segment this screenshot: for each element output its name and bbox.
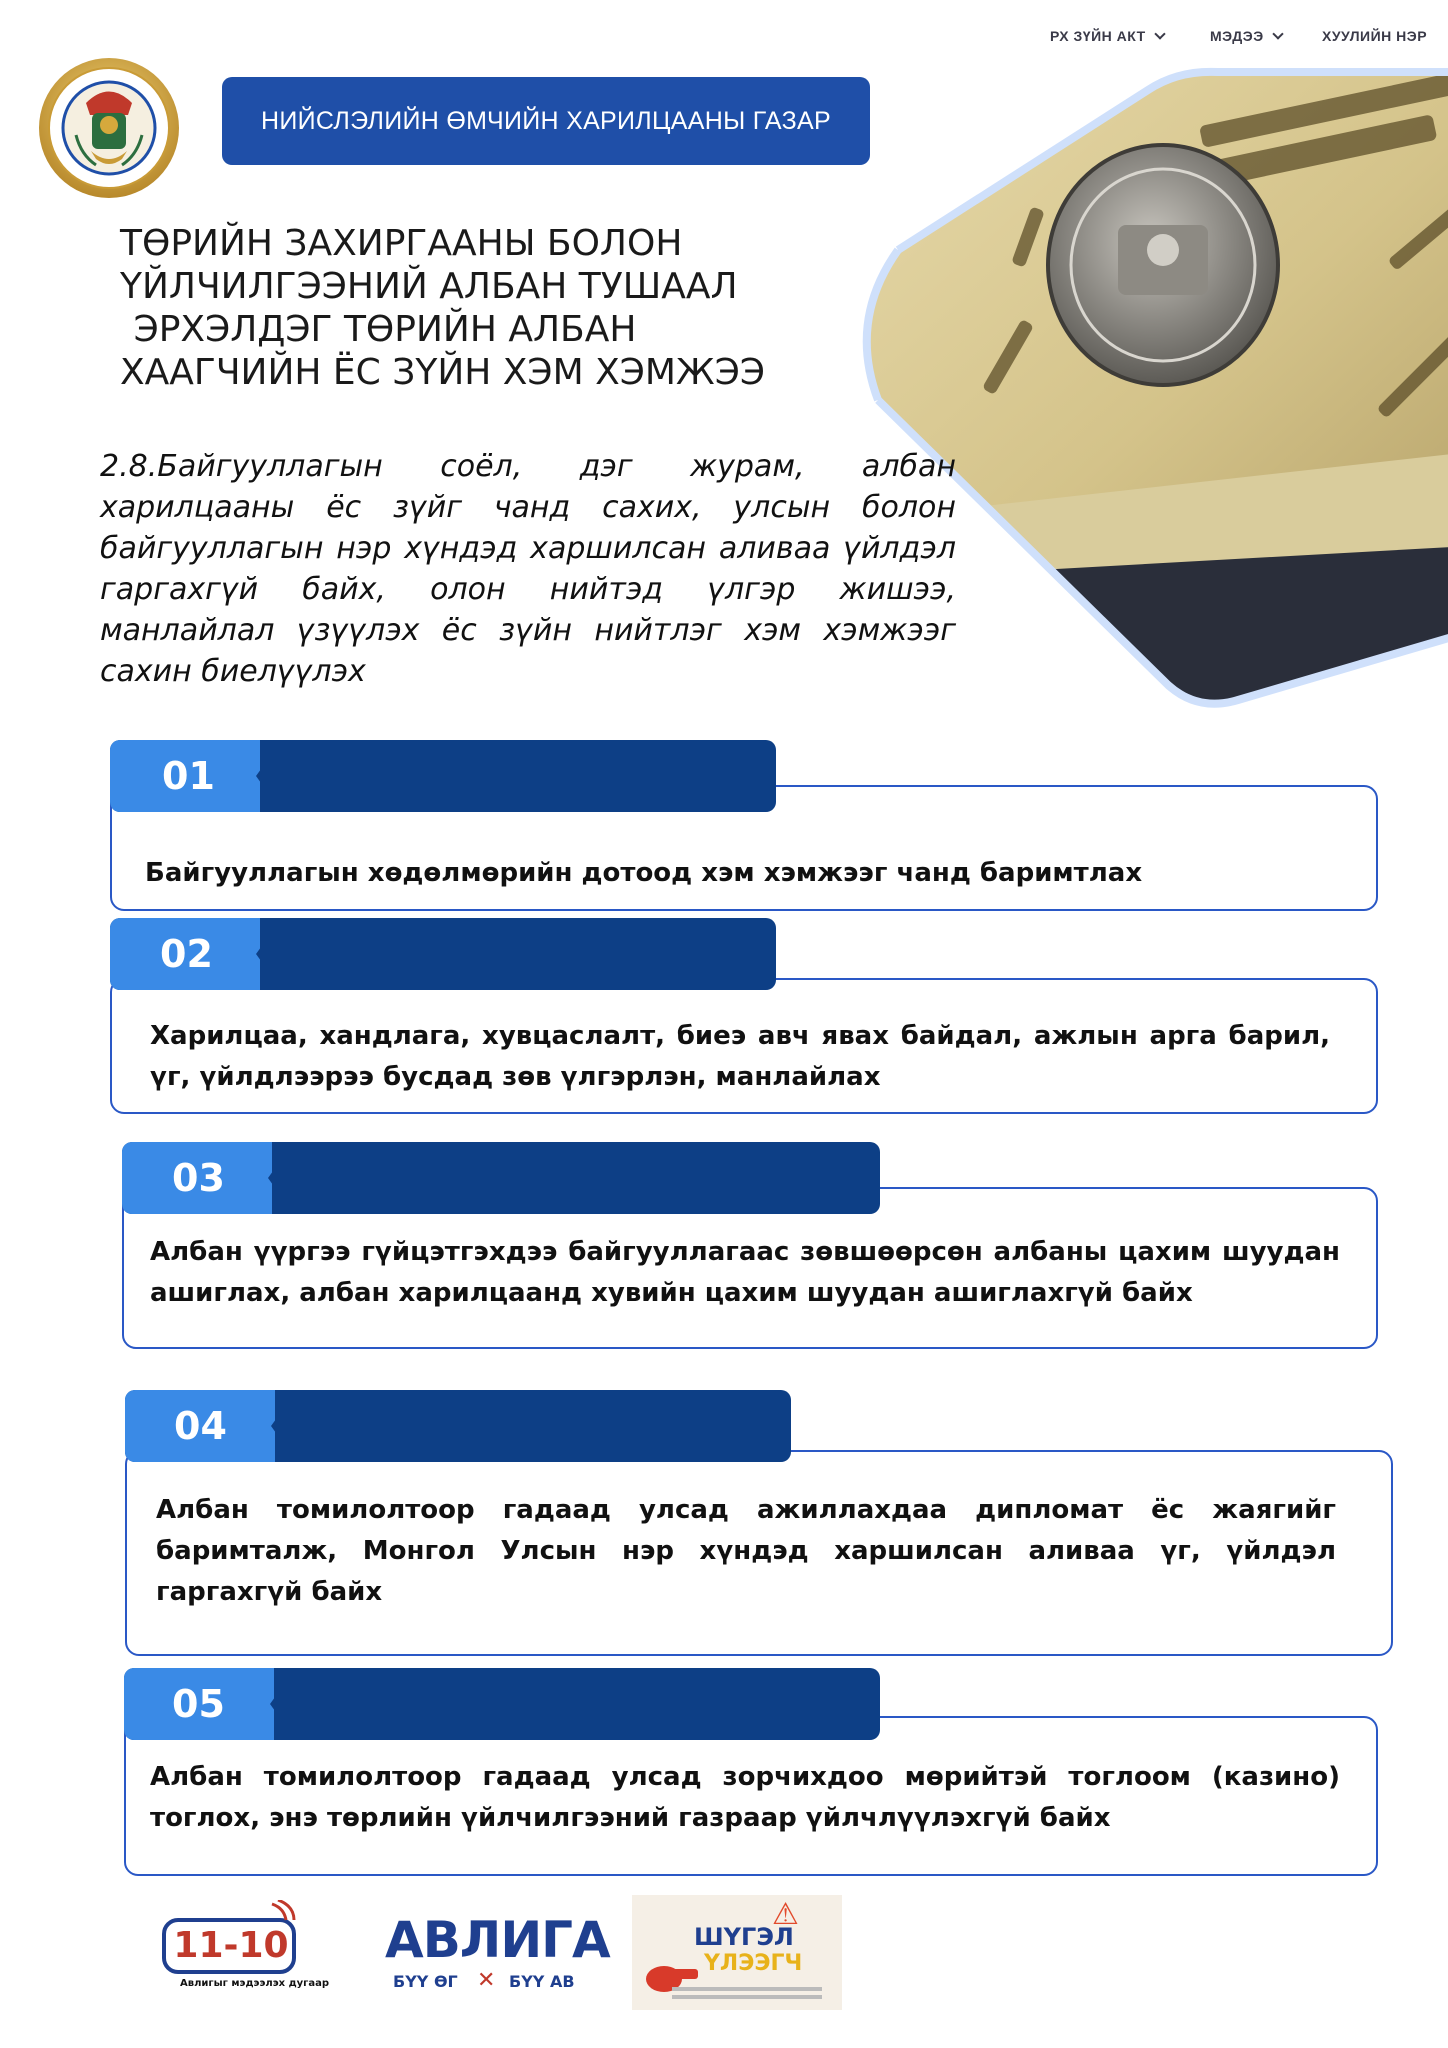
hotline-1110-logo	[160, 1900, 330, 2000]
document-title	[120, 222, 765, 394]
hotline-number: 11-10	[173, 1925, 289, 1966]
item-number: 03	[172, 1156, 225, 1200]
warning-icon: ⚠	[772, 1897, 799, 1932]
title-line: ҮЙЛЧИЛГЭЭНИЙ АЛБАН ТУШААЛ	[120, 266, 738, 307]
item-number: 02	[160, 932, 213, 976]
title-line: ТӨРИЙН ЗАХИРГААНЫ БОЛОН	[120, 223, 683, 264]
nav-item-news[interactable]: МЭДЭЭ	[1210, 28, 1282, 44]
shugel-line1: ШҮГЭЛ	[694, 1923, 794, 1951]
item-number: 04	[174, 1404, 227, 1448]
avliga-left: БҮҮ ӨГ	[393, 1972, 458, 1991]
cross-icon: ✕	[477, 1968, 496, 1993]
item-text: Албан үүргээ гүйцэтгэхдээ байгууллагаас зөвшөөрсөн албаны цахим шуудан ашиглах, албан харилцаанд хувийн цахим шуудан ашиглахгүй байх	[150, 1237, 1340, 1308]
item-number: 05	[172, 1682, 225, 1726]
shugel-line2: ҮЛЭЭГЧ	[704, 1951, 803, 1976]
avliga-campaign-logo	[385, 1910, 610, 2000]
avliga-title: АВЛИГА	[385, 1911, 610, 1969]
nav-item-law-acts[interactable]: РХ ЗҮЙН АКТ	[1050, 28, 1164, 44]
organization-name: НИЙСЛЭЛИЙН ӨМЧИЙН ХАРИЛЦААНЫ ГАЗАР	[261, 106, 831, 135]
hotline-caption: Авлигыг мэдээлэх дугаар	[180, 1978, 330, 1989]
title-line: ЭРХЭЛДЭГ ТӨРИЙН АЛБАН	[133, 309, 637, 350]
item-text: Албан томилолтоор гадаад улсад ажиллахдаа дипломат ёс жаягийг баримталж, Монгол Улсын нэр хүндэд харшилсан аливаа үг, үйлдэл гаргахгүй байх	[156, 1495, 1336, 1607]
intro-paragraph: 2.8.Байгууллагын соёл, дэг журам, албан харилцааны ёс зүйг чанд сахих, улсын болон байгууллагын нэр хүндэд харшилсан аливаа үйлдэл гаргахгүй байх, олон нийтэд үлгэр жишээ, манлайлал үзүүлэх ёс зүйн нийтлэг хэм хэмжээг сахин биелүүлэх	[100, 449, 956, 689]
item-text: Харилцаа, хандлага, хувцаслалт, биеэ авч явах байдал, ажлын арга барил, үг, үйлдлээрээ бусдад зөв үлгэрлэн, манлайлах	[150, 1021, 1330, 1092]
avliga-right: БҮҮ АВ	[509, 1972, 575, 1991]
item-text: Байгууллагын хөдөлмөрийн дотоод хэм хэмжээг чанд баримтлах	[145, 858, 1143, 888]
organization-name-banner	[222, 77, 870, 165]
title-line: ХААГЧИЙН ЁС ЗҮЙН ХЭМ ХЭМЖЭЭ	[120, 352, 765, 393]
item-text: Албан томилолтоор гадаад улсад зорчихдоо мөрийтэй тоглоом (казино) тоглох, энэ төрлийн үйлчилгээний газраар үйлчлүүлэхгүй байх	[150, 1762, 1340, 1833]
item-number: 01	[162, 754, 215, 798]
whistleblower-logo	[632, 1895, 842, 2010]
nav-item-law-name[interactable]: ХУУЛИЙН НЭР	[1322, 28, 1428, 44]
organization-emblem-logo	[36, 55, 182, 201]
